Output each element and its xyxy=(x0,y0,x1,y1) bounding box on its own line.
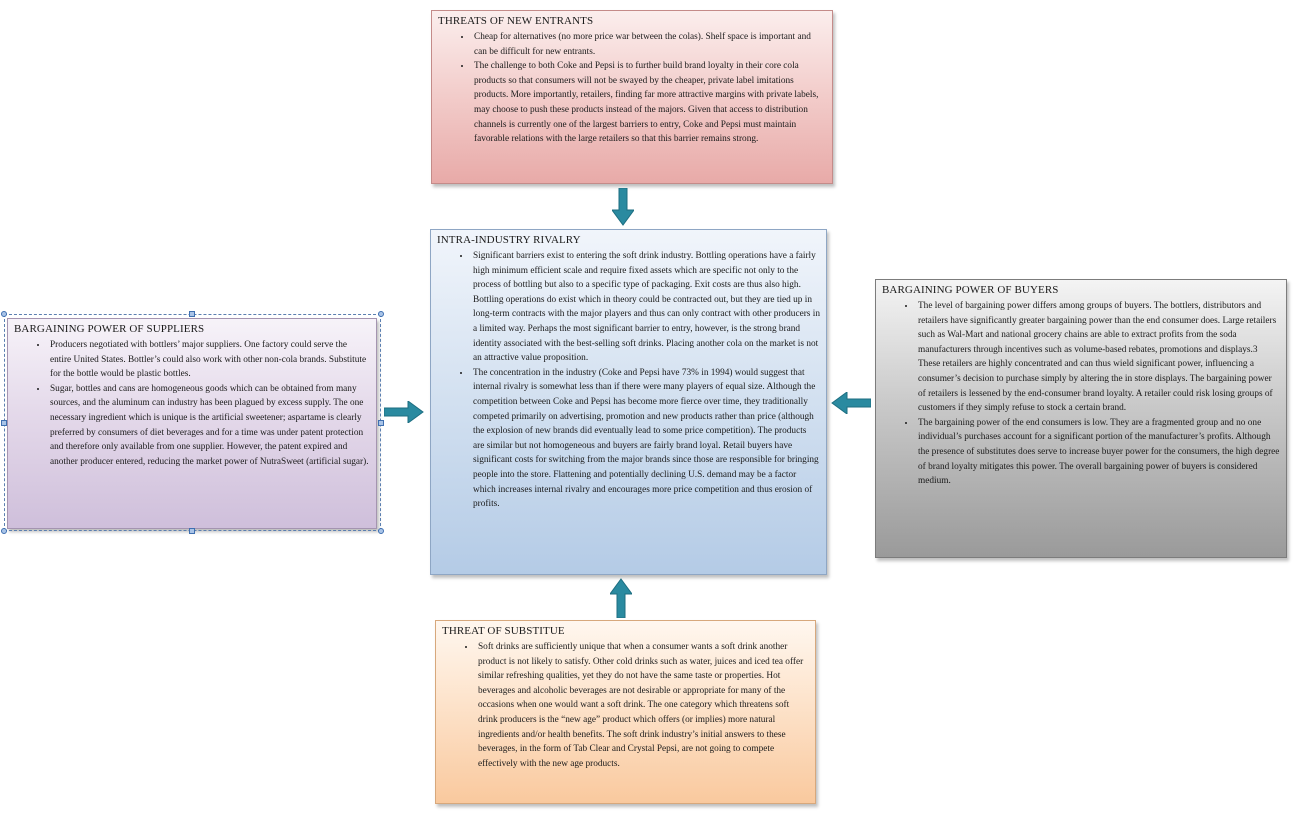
suppliers-list xyxy=(14,338,370,469)
threat-of-new-entrants-box[interactable] xyxy=(431,10,833,184)
rivalry-bullet: • The concentration in the industry (Coke and Pepsi have 73% in 1994) would suggest that internal rivalry is somewhat less than if there were many players of equal size. Although the competition between Coke and Pepsi has become more fierce over time, they traditionally competed primarily on advertising, promotion and new products rather than price (although the explosion of new brands did eventually lead to some price competition). The products are similar but not homogeneous and buyers are fairly brand loyal. Retail buyers have significant costs for switching from the major brands since those are responsible for bringing people into the store. Flattening and potentially declining U.S. demand may be a factor which increases internal rivalry and encourages more price competition and thus erosion of profits. xyxy=(471,366,820,512)
resize-handle-bottom-left[interactable] xyxy=(1,528,7,534)
resize-handle-top-middle[interactable] xyxy=(189,311,195,317)
rivalry-bullet: • Significant barriers exist to entering the soft drink industry. Bottling operations have a fairly high minimum efficient scale and require fixed assets which are specific not only to the process of bottling but also to a specific type of packaging. Exit costs are thus also high. Bottling operations do exist which in theory could be contracted out, but they are tied up in long-term contracts with the major players and thus can only contract with other producers in a limited way. Perhaps the most significant barrier to entry, however, is the strong brand identity associated with the best-selling soft drinks. Placing another cola on the market is not an attractive value proposition. xyxy=(471,249,820,366)
arrow-up-icon xyxy=(610,578,632,618)
buyers-bullet: • The level of bargaining power differs among groups of buyers. The bottlers, distributors and retailers have significantly greater bargaining power than the end consumer does. Large retailers such as Wal-Mart and national grocery chains are able to extract profits from the soda manufacturers through incentives such as volume-based rebates, promotions and displays.3 These retailers are highly concentrated and can thus wield significant power, influencing a consumer’s decision to purchase simply by altering the in store displays. The bargaining power of retailers is lessened by the end-consumer brand loyalty. A retailer could risk losing groups of customers if they simply refuse to stock a certain brand. xyxy=(916,299,1280,416)
suppliers-title: BARGAINING POWER OF SUPPLIERS xyxy=(14,323,205,335)
substitute-list xyxy=(442,640,809,771)
intra-industry-rivalry-box[interactable] xyxy=(430,229,827,575)
suppliers-bullet: • Producers negotiated with bottlers’ major suppliers. One factory could serve the entire United States. Bottler’s could also work with other non-cola brands. Substitute for the bottle would be plastic bottles. xyxy=(48,338,370,382)
arrow-down-icon xyxy=(612,188,634,226)
entrants-bullet: • The challenge to both Coke and Pepsi is to further build brand loyalty in their core cola products so that consumers will not be swayed by the cheaper, private label imitations products. More importantly, retailers, finding far more attractive margins with private labels, may choose to push these products instead of the majors. Given that access to distribution channels is currently one of the largest barriers to entry, Coke and Pepsi must maintain favorable relations with the large retailers so that this barrier remains strong. xyxy=(472,59,826,147)
arrow-right-icon xyxy=(384,401,424,423)
resize-handle-top-right[interactable] xyxy=(378,311,384,317)
threat-of-substitute-box[interactable] xyxy=(435,620,816,804)
entrants-bullet: • Cheap for alternatives (no more price war between the colas). Shelf space is important and can be difficult for new entrants. xyxy=(472,30,826,59)
suppliers-bullet: • Sugar, bottles and cans are homogeneous goods which can be obtained from many sources, and the aluminum can industry has been plagued by excess supply. The one necessary ingredient which is unique is the artificial sweetener; aspartame is clearly preferred by consumers of diet beverages and for a time was under patent protection and therefore only available from one supplier. However, the patent expired and another producer entered, reducing the market power of NutraSweet (artificial sugar). xyxy=(48,382,370,470)
rivalry-title: INTRA-INDUSTRY RIVALRY xyxy=(437,234,581,246)
bargaining-power-of-suppliers-box[interactable] xyxy=(7,318,377,529)
entrants-list xyxy=(438,30,826,147)
rivalry-list xyxy=(437,249,820,512)
buyers-title: BARGAINING POWER OF BUYERS xyxy=(882,284,1059,296)
bargaining-power-of-buyers-box[interactable] xyxy=(875,279,1287,558)
arrow-left-icon xyxy=(831,392,871,414)
resize-handle-bottom-middle[interactable] xyxy=(189,528,195,534)
resize-handle-bottom-right[interactable] xyxy=(378,528,384,534)
resize-handle-middle-left[interactable] xyxy=(1,420,7,426)
entrants-title: THREATS OF NEW ENTRANTS xyxy=(438,15,594,27)
buyers-bullet: • The bargaining power of the end consumers is low. They are a fragmented group and no one individual’s purchases account for a significant portion of the manufacturer’s profits. Although the presence of substitutes does serve to increase buyer power for the consumers, the high degree of brand loyalty mitigates this power. The overall bargaining power of buyers is considered medium. xyxy=(916,416,1280,489)
resize-handle-top-left[interactable] xyxy=(1,311,7,317)
substitute-bullet: • Soft drinks are sufficiently unique that when a consumer wants a soft drink another product is not likely to satisfy. Other cold drinks such as water, juices and iced tea offer similar refreshing qualities, yet they do not have the same taste or properties. Hot beverages and alcoholic beverages are not desirable or appropriate for many of the occasions when one would want a soft drink. The one category which threatens soft drink producers is the “new age” product which offers (or implies) more natural ingredients and/or health benefits. The soft drink industry’s initial answers to these beverages, in the form of Tab Clear and Crystal Pepsi, are not going to compete effectively with the new age products. xyxy=(476,640,809,771)
buyers-list xyxy=(882,299,1280,489)
substitute-title: THREAT OF SUBSTITUE xyxy=(442,625,565,637)
